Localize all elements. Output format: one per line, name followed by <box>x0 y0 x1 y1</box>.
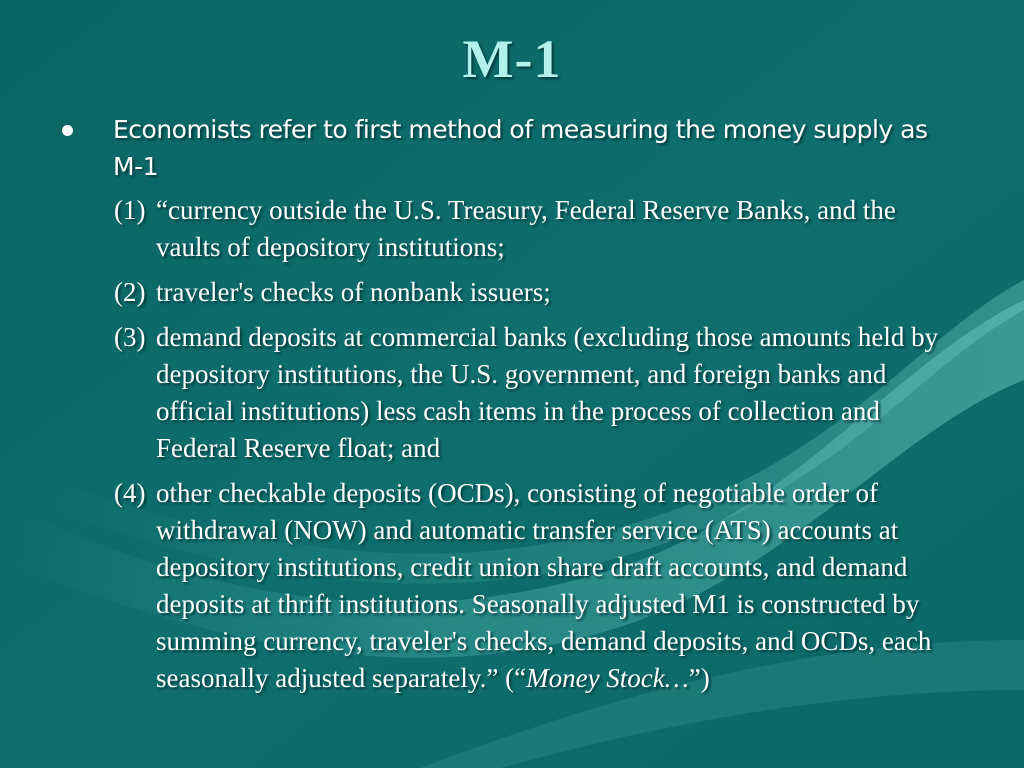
list-item-number: (4) <box>114 478 146 508</box>
list-item-text: other checkable deposits (OCDs), consisting of negotiable order of withdrawal (NOW) and automatic transfer service (ATS) accounts at depository institutions, credit union share draft accounts, and demand deposits at thrift institutions. Seasonally adjusted M1 is constructed by summing currency, traveler's checks, demand deposits, and OCDs, each seasonally adjusted separately.” (“ <box>156 478 932 693</box>
bullet-text: Economists refer to first method of measuring the money supply as M-1 <box>113 115 928 181</box>
list-item-4 <box>114 475 964 697</box>
list-item-2 <box>114 274 964 311</box>
list-item-number: (1) <box>114 195 146 225</box>
list-item-1 <box>114 192 964 266</box>
numbered-list <box>114 192 964 705</box>
slide-title: M-1 <box>462 29 562 89</box>
list-item-number: (3) <box>114 322 146 352</box>
list-item-3 <box>114 319 964 467</box>
list-item-number: (2) <box>114 277 146 307</box>
list-item-text: “currency outside the U.S. Treasury, Federal Reserve Banks, and the vaults of depository institutions; <box>156 195 896 262</box>
list-item-text: traveler's checks of nonbank issuers; <box>156 277 551 307</box>
list-item-text: demand deposits at commercial banks (excluding those amounts held by depository institutions, the U.S. government, and foreign banks and official institutions) less cash items in the process of collection and Federal Reserve float; and <box>156 322 939 463</box>
citation-title: Money Stock… <box>526 663 689 693</box>
citation-end: ”) <box>688 663 710 693</box>
bullet-icon <box>62 125 73 136</box>
